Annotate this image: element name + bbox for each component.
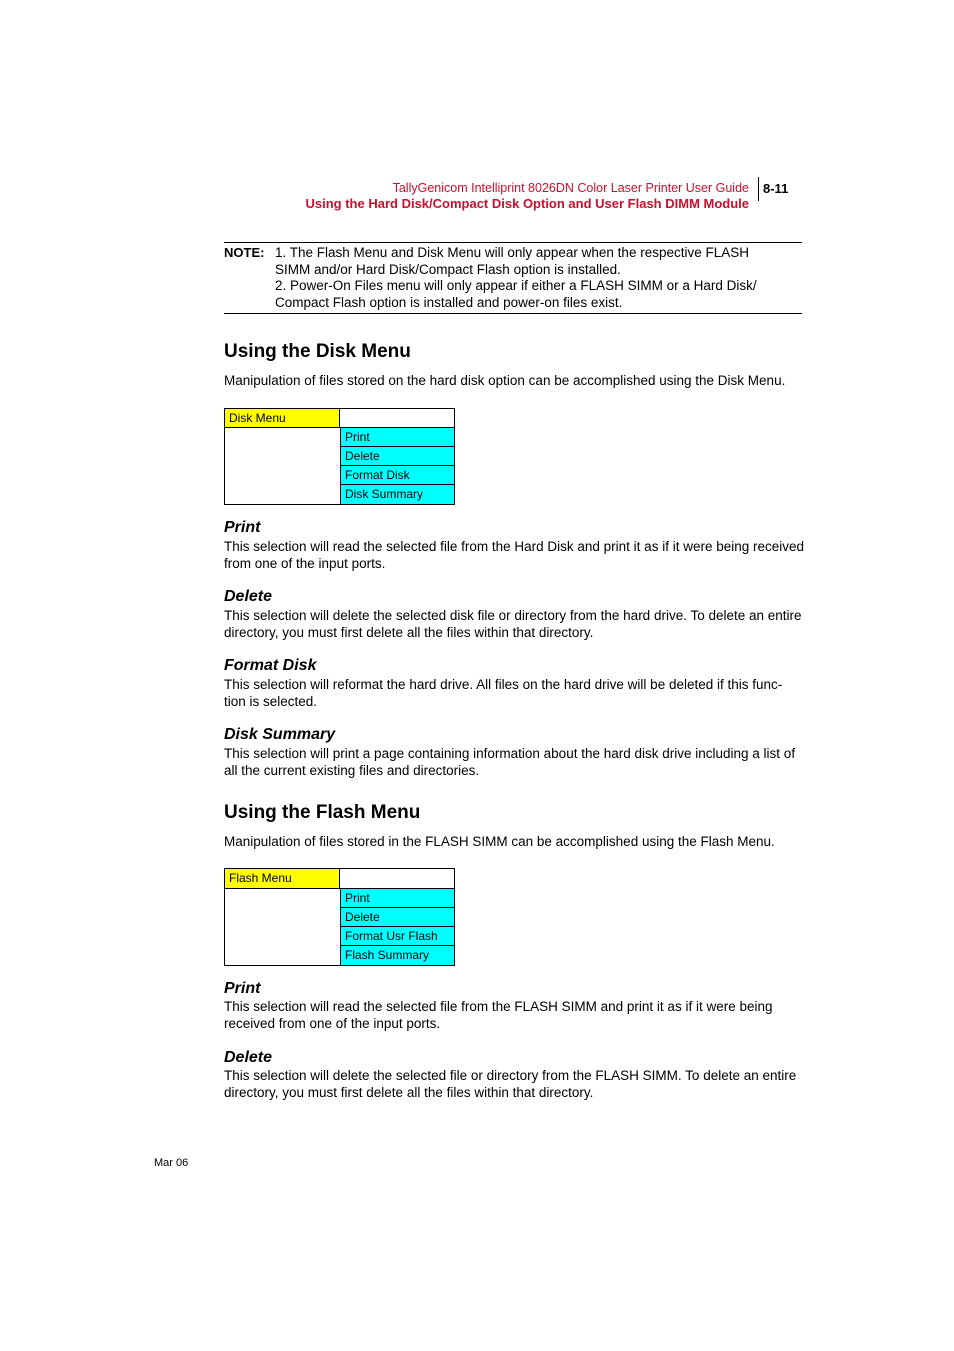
flash-section-intro: Manipulation of files stored in the FLASH SIMM can be accomplished using the Flash Menu. <box>224 834 775 849</box>
flash-menu-item-format-usr-flash: Format Usr Flash <box>340 927 454 946</box>
subsection-body: This selection will read the selected file from the Hard Disk and print it as if it were being received from one of the input ports. <box>224 539 805 571</box>
subsection-title: Print <box>224 980 261 997</box>
guide-title: TallyGenicom Intelliprint 8026DN Color Laser Printer User Guide <box>392 181 749 195</box>
subsection-body: This selection will reformat the hard drive. All files on the hard drive will be deleted if this func-tion is selected. <box>224 677 783 709</box>
subsection-body: This selection will read the selected file from the FLASH SIMM and print it as if it were being received from one of the input ports. <box>224 999 773 1031</box>
footer-date: Mar 06 <box>154 1157 189 1169</box>
flash-menu-blank-cell <box>340 869 454 889</box>
note-top-rule <box>224 242 802 243</box>
page-number: 8-11 <box>763 181 789 196</box>
chapter-title: Using the Hard Disk/Compact Disk Option and User Flash DIMM Module <box>305 196 749 211</box>
disk-menu-item-delete: Delete <box>340 447 454 466</box>
flash-section-heading: Using the Flash Menu <box>224 802 421 823</box>
subsection-title: Disk Summary <box>224 726 336 743</box>
subsection-body: This selection will delete the selected file or directory from the FLASH SIMM. To delete an entire directory, you must first delete all the files within that directory. <box>224 1068 797 1100</box>
subsection-body: This selection will print a page containing information about the hard disk drive including a list of all the current existing files and directories. <box>224 746 796 778</box>
disk-menu-item-print: Print <box>340 428 454 447</box>
note-bottom-rule <box>224 313 802 314</box>
note-line: SIMM and/or Hard Disk/Compact Flash option is installed. <box>275 262 621 277</box>
note-line: 1. The Flash Menu and Disk Menu will only appear when the respective FLASH <box>275 245 749 260</box>
disk-menu-table <box>224 408 455 505</box>
disk-menu-title: Disk Menu <box>225 409 340 428</box>
note-label: NOTE: <box>224 245 265 260</box>
subsection-body: This selection will delete the selected disk file or directory from the hard drive. To delete an entire directory, you must first delete all the files within that directory. <box>224 608 802 640</box>
disk-menu-item-format-disk: Format Disk <box>340 466 454 485</box>
flash-menu-title: Flash Menu <box>225 869 340 889</box>
flash-menu-table <box>224 868 455 966</box>
subsection-title: Delete <box>224 588 273 605</box>
subsection-title: Delete <box>224 1049 273 1066</box>
disk-section-intro: Manipulation of files stored on the hard disk option can be accomplished using the Disk Menu. <box>224 373 786 388</box>
header-divider <box>758 177 759 201</box>
disk-menu-item-disk-summary: Disk Summary <box>340 485 454 504</box>
disk-menu-blank-cell <box>340 409 454 428</box>
note-line: Compact Flash option is installed and power-on files exist. <box>275 295 623 310</box>
subsection-title: Print <box>224 519 261 536</box>
note-line: 2. Power-On Files menu will only appear if either a FLASH SIMM or a Hard Disk/ <box>275 278 757 293</box>
flash-menu-item-print: Print <box>340 889 454 908</box>
subsection-title: Format Disk <box>224 657 317 674</box>
flash-menu-item-delete: Delete <box>340 908 454 927</box>
flash-menu-item-flash-summary: Flash Summary <box>340 946 454 965</box>
disk-section-heading: Using the Disk Menu <box>224 341 411 362</box>
